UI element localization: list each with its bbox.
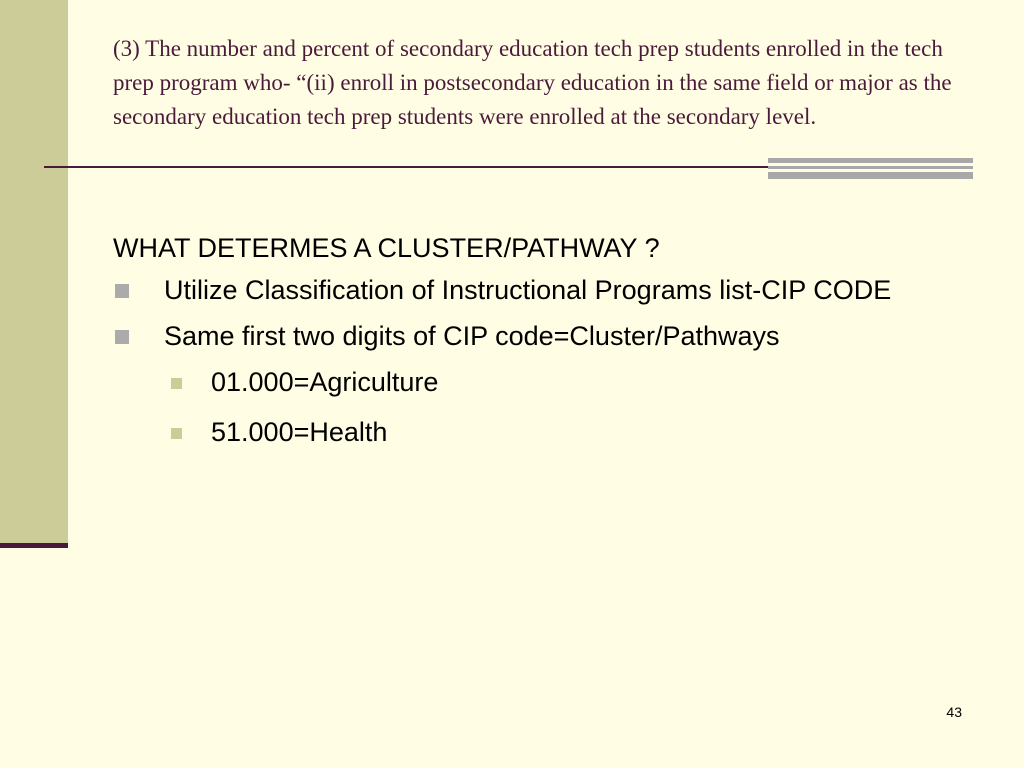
sub-bullet-item <box>113 412 973 452</box>
square-sub-bullet-icon <box>171 428 182 439</box>
slide-title: (3) The number and percent of secondary education tech prep students enrolled in the tech prep program who- “(ii) enroll in postsecondary education in the same field or major as the secondary education tech prep students were enrolled at the secondary level. <box>113 36 952 129</box>
sub-bullet-item <box>113 362 973 402</box>
slide-number: 43 <box>946 704 962 720</box>
left-band-rule <box>0 543 68 548</box>
slide-body <box>113 228 973 462</box>
square-bullet-icon <box>115 330 129 344</box>
bullet-item <box>113 316 973 356</box>
square-bullet-icon <box>115 284 129 298</box>
square-sub-bullet-icon <box>171 378 182 389</box>
title-accent-bars <box>768 158 973 179</box>
bullet-item <box>113 270 973 310</box>
left-decorative-band <box>0 0 68 546</box>
sub-bullet-text: 01.000=Agriculture <box>211 367 439 397</box>
bullet-text: Same first two digits of CIP code=Cluster/Pathways <box>164 321 780 351</box>
body-heading: WHAT DETERMES A CLUSTER/PATHWAY ? <box>113 233 660 263</box>
bullet-text: Utilize Classification of Instructional Programs list-CIP CODE <box>164 275 892 305</box>
sub-bullet-text: 51.000=Health <box>211 417 388 447</box>
